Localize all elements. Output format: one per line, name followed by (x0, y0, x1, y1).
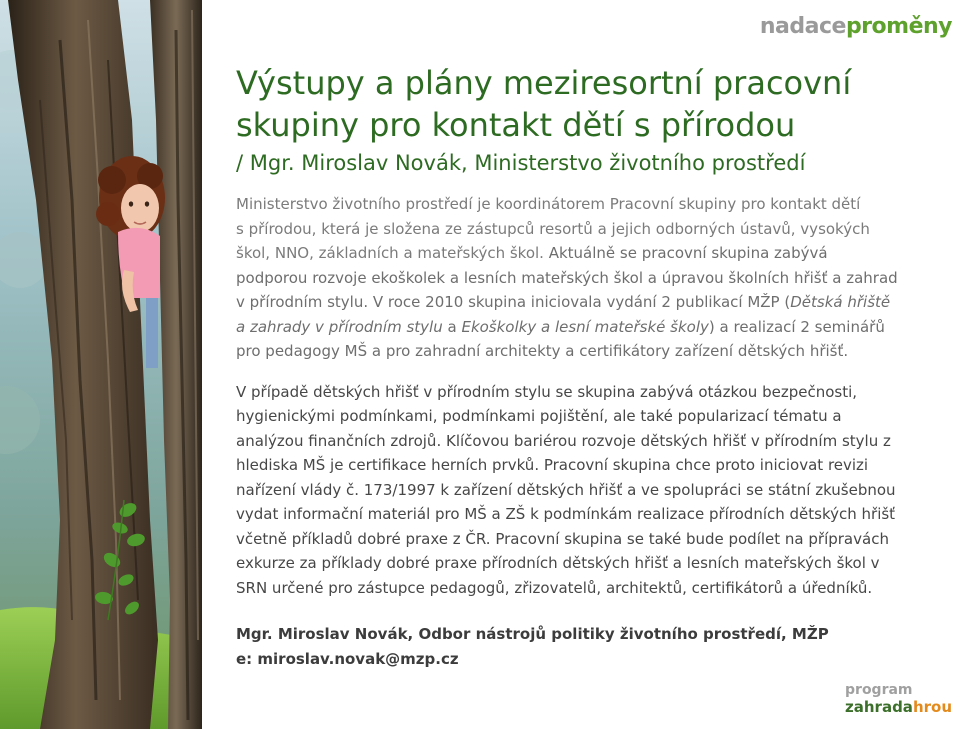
paragraph-line: V případě dětských hřišť v přírodním stylu se skupina zabývá otázkou bezpečnosti, (236, 382, 858, 401)
paragraph-line (236, 241, 956, 266)
page-subtitle: / Mgr. Miroslav Novák, Ministerstvo životního prostředí (236, 151, 806, 175)
text-run: V roce 2010 skupina iniciovala vydání 2 publikací MŽP ( (368, 293, 791, 311)
page-title (236, 62, 956, 146)
text-run: Aktuálně se pracovní skupina zabývá (543, 244, 828, 262)
publication-title-1-cont: a zahrady v přírodním stylu (236, 317, 443, 336)
logo-text-promeny: proměny (845, 14, 952, 39)
intro-paragraph (236, 192, 956, 364)
paragraph-line: s přírodou, která je složena ze zástupců resortů a jejich odborných ústavů, vysokých (236, 219, 870, 238)
text-run: škol, NNO, základních a mateřských škol. (236, 244, 544, 262)
title-line-1: Výstupy a plány meziresortní pracovní (236, 64, 852, 102)
author-name: Mgr. Miroslav Novák, Odbor nástrojů politiky životního prostředí, MŽP (236, 625, 829, 643)
logo-text-hrou: hrou (912, 698, 952, 716)
paragraph-line: exkurze za příklady dobré praxe přírodních dětských hřišť a lesních mateřských škol v (236, 554, 880, 572)
paragraph-line: SRN určené pro zástupce pedagogů, zřizovatelů, architektů, certifikátorů a úředníků. (236, 578, 873, 597)
body-paragraph (236, 380, 956, 601)
nadace-promeny-logo (760, 16, 952, 38)
paragraph-line (236, 290, 956, 315)
paragraph-line: včetně příkladů dobré praxe z ČR. Pracovní skupina se také bude podílet na přípravách (236, 529, 889, 548)
paragraph-line: hygienickými podmínkami, podmínkami pojištění, ale také popularizací tématu a (236, 407, 842, 425)
publication-title-2: Ekoškolky a lesní mateřské školy (461, 317, 709, 336)
title-line-2: skupiny pro kontakt dětí s přírodou (236, 106, 796, 144)
paragraph-line: vydat informační materiál pro MŠ a ZŠ k podmínkám realizace přírodních dětských hřišť (236, 505, 896, 523)
publication-title-1: Dětská hřiště (790, 293, 891, 311)
paragraph-line: podporou rozvoje ekoškolek a lesních mateřských škol a úpravou školních hřišť a zahrad (236, 268, 898, 287)
paragraph-line: hlediska MŠ je certifikace herních prvků. Pracovní skupina chce proto iniciovat revizi (236, 456, 869, 474)
text-run: v přírodním stylu. (236, 293, 369, 311)
logo-text-program: program (845, 682, 913, 698)
hero-photo (0, 0, 202, 729)
paragraph-line (236, 315, 956, 340)
program-zahrada-hrou-logo (845, 683, 952, 715)
logo-text-nadace: nadace (759, 14, 846, 39)
author-email[interactable]: e: miroslav.novak@mzp.cz (236, 650, 459, 668)
paragraph-line: Ministerstvo životního prostředí je koordinátorem Pracovní skupiny pro kontakt dětí (236, 195, 861, 213)
paragraph-line: nařízení vlády č. 173/1997 k zařízení dětských hřišť a ve spolupráci se státní zkušebnou (236, 480, 896, 499)
logo-text-zahrada: zahrada (845, 698, 913, 716)
logo-text-main (845, 700, 952, 715)
paragraph-line: analýzou finančních zdrojů. Klíčovou bariérou rozvoje dětských hřišť v přírodním stylu z (236, 431, 891, 450)
author-signature (236, 622, 956, 672)
text-run: a (442, 317, 462, 336)
paragraph-line: pro pedagogy MŠ a pro zahradní architekty a certifikátory zařízení dětských hřišť. (236, 342, 849, 360)
text-run: ) a realizací 2 seminářů (708, 317, 885, 336)
article (236, 62, 956, 672)
